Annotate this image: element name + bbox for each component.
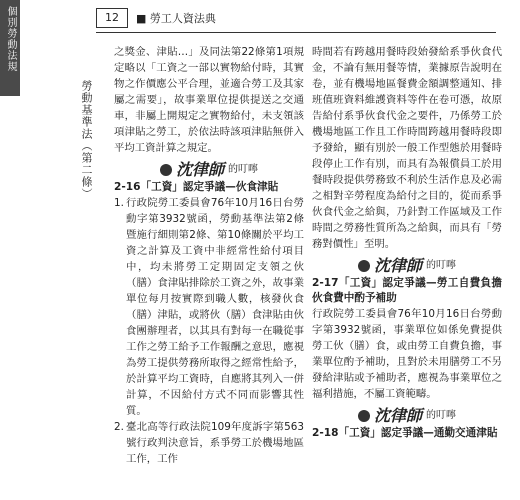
- lawyer-name: 沈律師: [373, 406, 422, 425]
- list-item-number: 2.: [114, 421, 124, 433]
- section-paragraph: 行政院勞工委員會76年10月16日台勞動字第3932號函，事業單位如係免費提供勞工伙（膳）食，或由勞工自費負擔，事業單位酌予補助，且對於未用膳勞工不另發給津貼或予補助者，應視為事業單位之福利措施，不屬工資範疇。: [312, 308, 502, 400]
- list-item-text: 臺北高等行政法院109年度訴字第563號行政判決意旨，系爭勞工於機場地區工作，工作: [126, 421, 304, 465]
- page-header: [96, 8, 496, 28]
- lawyer-note-heading: [312, 258, 502, 274]
- header-rule: [96, 32, 496, 33]
- book-title-text: 勞工人資法典: [149, 12, 216, 25]
- list-item-number: 1.: [114, 197, 124, 209]
- section-title: 2-17「工資」認定爭議—勞工自費負擔伙食費中酌予補助: [312, 277, 502, 304]
- section-title: 2-16「工資」認定爭議—伙食津貼: [114, 181, 279, 193]
- list-item-text: 行政院勞工委員會76年10月16日台勞動字第3932號函，勞動基準法第2條暨施行細則第2條、第10條關於平均工資之計算及工資中非經常性給付項目中，均未將勞工定期固定支領之伙（膳）食津貼排除於工資之外，故事業單位每月按實際到職人數，核發伙食（膳）津貼，或將伙（膳）食津貼由伙食團辦理者，以其具有對每一在職從事工作之勞工給予工作報酬之意思，應視為勞工提供勞務所取得之經常性給予，於計算平均工資時，自應將其列入一併計算，不因給付方式不同而影響其性質。: [126, 197, 304, 417]
- lawyer-note-heading: [312, 408, 502, 424]
- right-column: [312, 44, 502, 441]
- chapter-side-title: 勞動基準法（第二條）: [80, 80, 93, 200]
- page-number: 12: [96, 8, 128, 28]
- section-title: 2-18「工資」認定爭議—通勤交通津貼: [312, 427, 498, 439]
- lawyer-note-heading: [114, 162, 304, 178]
- lawyer-reminder-label: 的叮嚀: [426, 410, 456, 421]
- side-category-label: 個別勞動法規: [5, 6, 16, 72]
- lawyer-name: 沈律師: [175, 160, 224, 179]
- lawyer-name: 沈律師: [373, 256, 422, 275]
- book-title: [136, 10, 216, 26]
- bullet-dot-icon: [160, 164, 172, 176]
- continued-paragraph: 時間若有跨越用餐時段始發給系爭伙食代金，不論有無用餐等情，業據原告說明在卷，並有機場地區餐費金額調整通知、排班值班資料維護資料等件在卷可憑，故原告給付系爭伙食代金之要件，乃係勞工於機場地區工作且工作時間跨越用餐時段即予發給，顯有別於一般工作型態於用餐時段停止工作有別，而具有為報償員工於用餐時段提供勞務致不利於生活作息及必需之相對辛勞程度為給付之目的，從而系爭伙食代金之給與，乃針對工作區域及工作時間之勞務性質所為之給與，而具有「勞務對價性」至明。: [312, 46, 502, 250]
- list-item: [114, 195, 304, 419]
- list-item: [114, 419, 304, 467]
- title-dash-icon: ■: [136, 12, 150, 25]
- bullet-dot-icon: [358, 410, 370, 422]
- lawyer-reminder-label: 的叮嚀: [228, 164, 258, 175]
- intro-paragraph: 之獎金、津貼…」及同法第22條第1項規定略以「工資之一部以實物給付時，其實物之作價應公平合理，並適合勞工及其家屬之需要」，故事業單位提供提送之交通車，非屬上開規定之實物給付，未支領該項津貼之勞工，於依法時該項津貼無併入平均工資計算之規定。: [114, 46, 304, 154]
- bullet-dot-icon: [358, 260, 370, 272]
- side-category-tab: [0, 0, 20, 96]
- lawyer-reminder-label: 的叮嚀: [426, 260, 456, 271]
- left-column: [114, 44, 304, 467]
